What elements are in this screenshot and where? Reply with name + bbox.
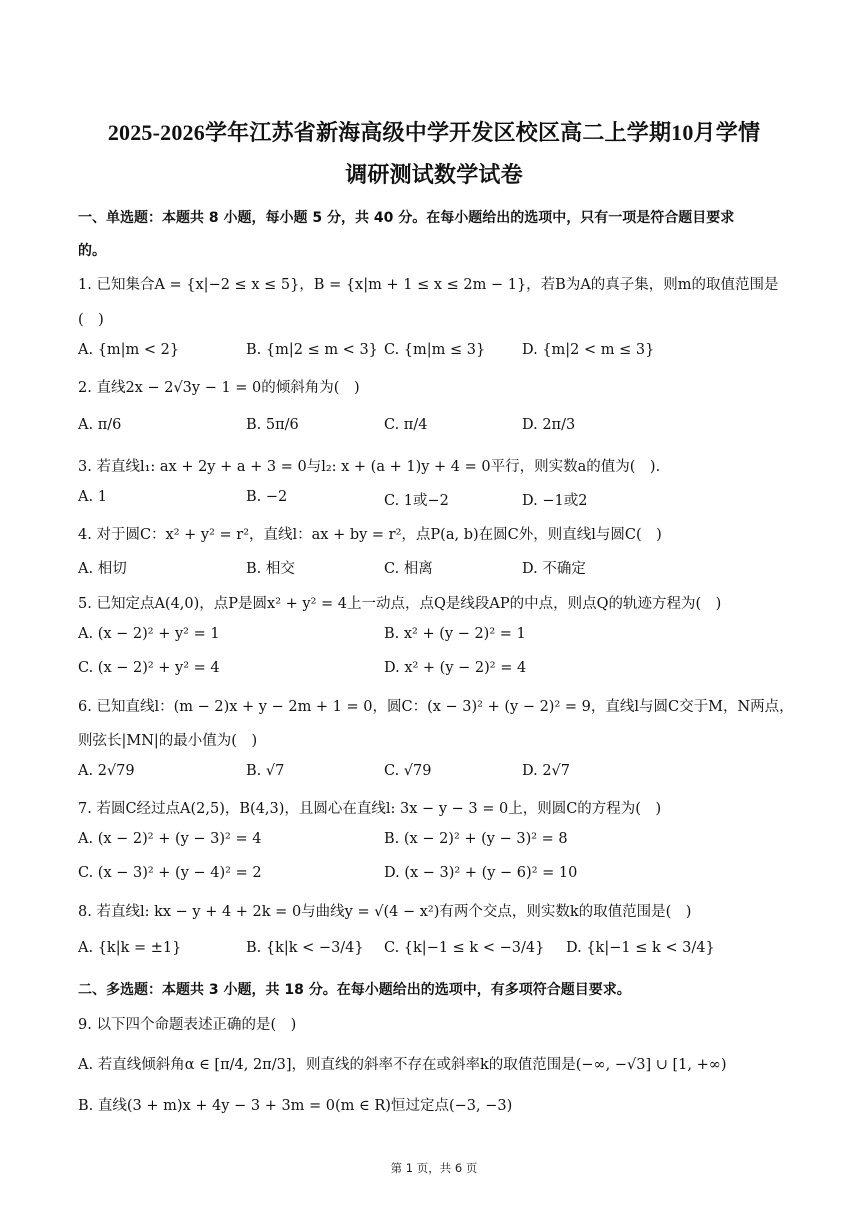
q6-option-d: D. 2√7: [522, 763, 571, 779]
q6-option-b: B. √7: [246, 763, 285, 779]
q1-option-a: A. {m|m < 2}: [78, 342, 180, 358]
q4-option-a: A. 相切: [78, 561, 127, 577]
q3-option-c: C. 1或−2: [384, 493, 449, 509]
section2-heading: 二、多选题：本题共 3 小题，共 18 分。在每小题给出的选项中，有多项符合题目要求。: [78, 982, 631, 998]
section1-heading-cont: 的。: [78, 243, 106, 259]
q4-option-d: D. 不确定: [522, 561, 586, 577]
q3-stem: 3. 若直线l₁: ax + 2y + a + 3 = 0与l₂: x + (a + 1)y + 4 = 0平行，则实数a的值为( ).: [78, 459, 661, 475]
q7-option-a: A. (x − 2)² + (y − 3)² = 4: [78, 831, 262, 847]
q6-stem-cont: 则弦长|MN|的最小值为( ): [78, 733, 258, 749]
q9-stem: 9. 以下四个命题表述正确的是( ): [78, 1017, 297, 1033]
q4-stem: 4. 对于圆C：x² + y² = r²，直线l：ax + by = r²，点P(a, b)在圆C外，则直线l与圆C( ): [78, 527, 662, 543]
q3-option-d: D. −1或2: [522, 493, 588, 509]
q9-option-a: A. 若直线倾斜角α ∈ [π/4, 2π/3]，则直线的斜率不存在或斜率k的取值范围是(−∞, −√3] ∪ [1, +∞): [78, 1057, 727, 1073]
q2-option-d: D. 2π/3: [522, 417, 576, 433]
q5-stem: 5. 已知定点A(4,0)，点P是圆x² + y² = 4上一动点，点Q是线段AP的中点，则点Q的轨迹方程为( ): [78, 596, 722, 612]
section1-heading: 一、单选题：本题共 8 小题，每小题 5 分，共 40 分。在每小题给出的选项中，只有一项是符合题目要求: [78, 210, 735, 226]
q9-option-b: B. 直线(3 + m)x + 4y − 3 + 3m = 0(m ∈ R)恒过定点(−3, −3): [78, 1098, 513, 1114]
q1-option-b: B. {m|2 ≤ m < 3}: [246, 342, 378, 358]
q7-option-c: C. (x − 3)² + (y − 4)² = 2: [78, 865, 262, 881]
q5-option-a: A. (x − 2)² + y² = 1: [78, 626, 220, 642]
q2-stem: 2. 直线2x − 2√3y − 1 = 0的倾斜角为( ): [78, 380, 360, 396]
q6-option-c: C. √79: [384, 763, 432, 779]
q8-option-d: D. {k|−1 ≤ k < 3/4}: [566, 940, 715, 956]
q2-option-c: C. π/4: [384, 417, 428, 433]
q5-option-d: D. x² + (y − 2)² = 4: [384, 660, 527, 676]
q8-option-b: B. {k|k < −3/4}: [246, 940, 364, 956]
q3-option-b: B. −2: [246, 489, 288, 505]
exam-title-line2: 调研测试数学试卷: [345, 162, 523, 187]
q8-stem: 8. 若直线l: kx − y + 4 + 2k = 0与曲线y = √(4 − x²)有两个交点，则实数k的取值范围是( ): [78, 904, 692, 920]
q5-option-c: C. (x − 2)² + y² = 4: [78, 660, 220, 676]
q4-option-b: B. 相交: [246, 561, 295, 577]
q1-option-c: C. {m|m ≤ 3}: [384, 342, 486, 358]
q6-option-a: A. 2√79: [78, 763, 135, 779]
q2-option-a: A. π/6: [78, 417, 122, 433]
q4-option-c: C. 相离: [384, 561, 433, 577]
q1-option-d: D. {m|2 < m ≤ 3}: [522, 342, 655, 358]
exam-title-line1: 2025-2026学年江苏省新海高级中学开发区校区高二上学期10月学情: [107, 120, 761, 145]
q3-option-a: A. 1: [78, 489, 107, 505]
q7-stem: 7. 若圆C经过点A(2,5)，B(4,3)，且圆心在直线l: 3x − y − 3 = 0上，则圆C的方程为( ): [78, 801, 662, 817]
q8-option-a: A. {k|k = ±1}: [78, 940, 182, 956]
q1-stem-cont: ( ): [78, 312, 104, 328]
q1-stem: 1. 已知集合A = {x|−2 ≤ x ≤ 5}，B = {x|m + 1 ≤ x ≤ 2m − 1}，若B为A的真子集，则m的取值范围是: [78, 277, 779, 293]
q5-option-b: B. x² + (y − 2)² = 1: [384, 626, 526, 642]
q7-option-b: B. (x − 2)² + (y − 3)² = 8: [384, 831, 568, 847]
q7-option-d: D. (x − 3)² + (y − 6)² = 10: [384, 865, 578, 881]
q2-option-b: B. 5π/6: [246, 417, 299, 433]
q6-stem: 6. 已知直线l：(m − 2)x + y − 2m + 1 = 0，圆C：(x − 3)² + (y − 2)² = 9，直线l与圆C交于M，N两点，: [78, 699, 794, 715]
page-footer: 第 1 页，共 6 页: [390, 1161, 478, 1175]
q8-option-c: C. {k|−1 ≤ k < −3/4}: [384, 940, 545, 956]
